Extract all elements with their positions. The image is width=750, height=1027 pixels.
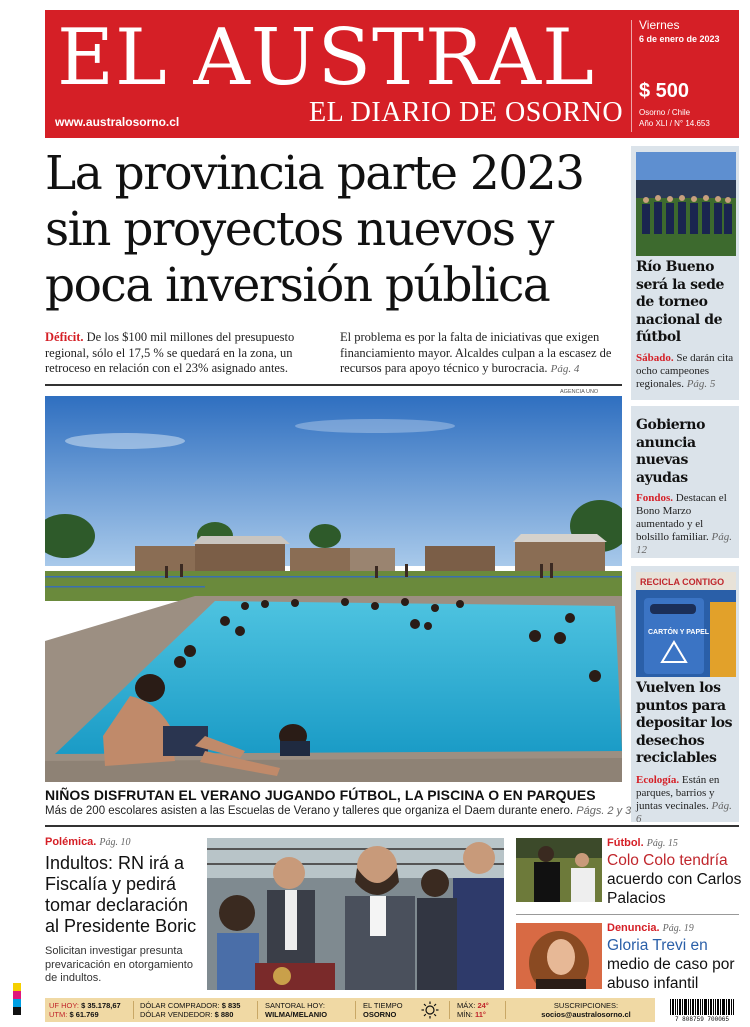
subscriptions-email[interactable]: socios@australosorno.cl [541, 1010, 631, 1019]
sidebar-headline-ayudas: Gobierno anuncia nuevas ayudas [636, 417, 706, 486]
sidebar-headline-reciclaje: Vuelven los puntos para depositar los desechos reciclables [636, 680, 733, 766]
caption-body: Más de 200 escolares asisten a las Escuelas de Verano y talleres que organiza el Daem durante enero. [45, 805, 574, 817]
sidebar-page: Pág. 6 [636, 800, 732, 825]
sidebar-page: Pág. 12 [636, 531, 732, 556]
sidebar-body: Se darán cita ocho campeones regionales. [636, 352, 734, 390]
sign-bin-text: CARTÓN Y PAPEL [648, 629, 710, 636]
officials-illustration [207, 838, 504, 990]
indultos-text: Solicitan investigar presunta prevaricación en otorgamiento de indultos. [45, 945, 193, 984]
sidebar-text-torneo [636, 352, 736, 391]
sidebar-kicker: Ecología. [636, 774, 680, 786]
newspaper-title: EL AUSTRAL [57, 13, 595, 103]
deck-left [45, 330, 323, 377]
footer-separator [133, 1001, 134, 1019]
footer-bar [45, 998, 655, 1022]
pool-illustration [45, 396, 622, 782]
sidebar-photo-recycle [636, 572, 736, 677]
newspaper-subtitle: EL DIARIO DE OSORNO [309, 97, 624, 128]
footer-temperature: MÁX: 24° MÍN: 11° [457, 1001, 489, 1019]
bottom-divider [45, 825, 739, 827]
indultos-headline[interactable]: Indultos: RN irá a Fiscalía y pedirá tomar declaración al Presidente Boric [45, 853, 197, 936]
deck-left-text: De los $100 mil millones del presupuesto regional, sólo el 17,5 % se quedará en la zona, un retroceso en relación con el 23% asignado antes. [45, 330, 295, 375]
sidebar-kicker: Sábado. [636, 352, 674, 364]
kicker-label: Polémica. [45, 836, 97, 848]
issue-number: Año XLI / N° 14.653 [639, 119, 710, 128]
denuncia-photo[interactable] [516, 923, 602, 989]
futbol-photo[interactable] [516, 838, 602, 902]
barcode-icon [668, 998, 736, 1022]
sidebar-kicker: Fondos. [636, 492, 673, 504]
kicker-label: Fútbol. [607, 837, 644, 849]
photo-caption-title: NIÑOS DISFRUTAN EL VERANO JUGANDO FÚTBOL, LA PISCINA O EN PARQUES [45, 787, 596, 803]
section-divider [45, 384, 622, 386]
headline-rest: acuerdo con Carlos Palacios [607, 871, 742, 907]
sidebar-body: Están en parques, barrios y juntas vecinales. [636, 774, 720, 812]
sidebar-page: Pág. 5 [686, 378, 716, 390]
deck-right-text: El problema es por la falta de iniciativas que exigen financiamiento mayor. Alcaldes culpan a la escasez de recursos para apoyo técnico y burocracia. [340, 330, 612, 375]
sidebar-headline-torneo: Río Bueno será la sede de torneo nacional de fútbol [636, 259, 725, 345]
website-link[interactable]: www.australosorno.cl [55, 115, 180, 129]
headline-line: sin proyectos nuevos y [45, 202, 553, 257]
recycle-bin-illustration [636, 572, 736, 677]
issue-city: Osorno / Chile [639, 108, 691, 117]
masthead-info [639, 10, 739, 138]
photo-caption-text [45, 805, 632, 817]
barcode-number: 7 808759 700065 [674, 1016, 730, 1022]
masthead [45, 10, 739, 138]
futbol-kicker [607, 837, 678, 849]
kicker-page: Pág. 15 [646, 838, 678, 849]
headline-line: poca inversión pública [45, 258, 550, 313]
boric-photo[interactable] [207, 838, 504, 990]
issue-day: Viernes [639, 18, 680, 32]
deck-kicker: Déficit. [45, 330, 84, 344]
sidebar-body: Destacan el Bono Marzo aumentado y el bolsillo familiar. [636, 492, 727, 543]
footer-separator [449, 1001, 450, 1019]
photo-credit: AGENCIA UNO [560, 389, 599, 395]
footer-subscriptions: SUSCRIPCIONES: socios@australosorno.cl [541, 1001, 631, 1019]
footer-santoral: SANTORAL HOY: WILMA/MELANIO [265, 1001, 328, 1019]
footer-dolar: DÓLAR COMPRADOR: $ 835 DÓLAR VENDEDOR: $ 880 [140, 1001, 241, 1019]
denuncia-headline[interactable] [607, 936, 742, 993]
headline-red: Colo Colo tendría [607, 852, 728, 869]
main-headline[interactable] [45, 146, 625, 314]
footer-separator [355, 1001, 356, 1019]
issue-date: 6 de enero de 2023 [639, 34, 720, 44]
headline-rest: medio de caso por abuso infantil [607, 956, 735, 992]
issue-price: $ 500 [639, 80, 690, 102]
page-reference: Pág. 4 [550, 363, 580, 375]
footer-uf: UF HOY: $ 35.178,67 UTM: $ 61.769 [49, 1001, 121, 1019]
caption-page: Págs. 2 y 3 [576, 805, 632, 817]
sun-icon [421, 1001, 439, 1019]
sign-top-text: RECICLA CONTIGO [640, 577, 725, 587]
footer-separator [257, 1001, 258, 1019]
indultos-kicker [45, 836, 131, 848]
team-illustration [636, 152, 736, 256]
headline-blue: Gloria Trevi en [607, 937, 708, 954]
barcode [668, 998, 736, 1022]
headline-line: La provincia parte 2023 [45, 146, 584, 201]
print-color-marks [13, 983, 21, 1015]
sidebar-text-reciclaje [636, 774, 736, 826]
denuncia-kicker [607, 922, 694, 934]
futbol-headline[interactable] [607, 851, 742, 908]
kicker-label: Denuncia. [607, 922, 660, 934]
singer-illustration [516, 923, 602, 989]
kicker-page: Pág. 19 [662, 923, 694, 934]
main-photo[interactable] [45, 396, 622, 782]
bottom-right-divider [516, 914, 739, 915]
deck-right [340, 330, 622, 378]
footer-tiempo: EL TIEMPO OSORNO [363, 1001, 403, 1019]
footballer-illustration [516, 838, 602, 902]
sidebar-text-ayudas [636, 492, 736, 557]
sidebar-photo-team [636, 152, 736, 256]
kicker-page: Pág. 10 [99, 837, 131, 848]
footer-separator [505, 1001, 506, 1019]
masthead-divider [631, 20, 632, 132]
